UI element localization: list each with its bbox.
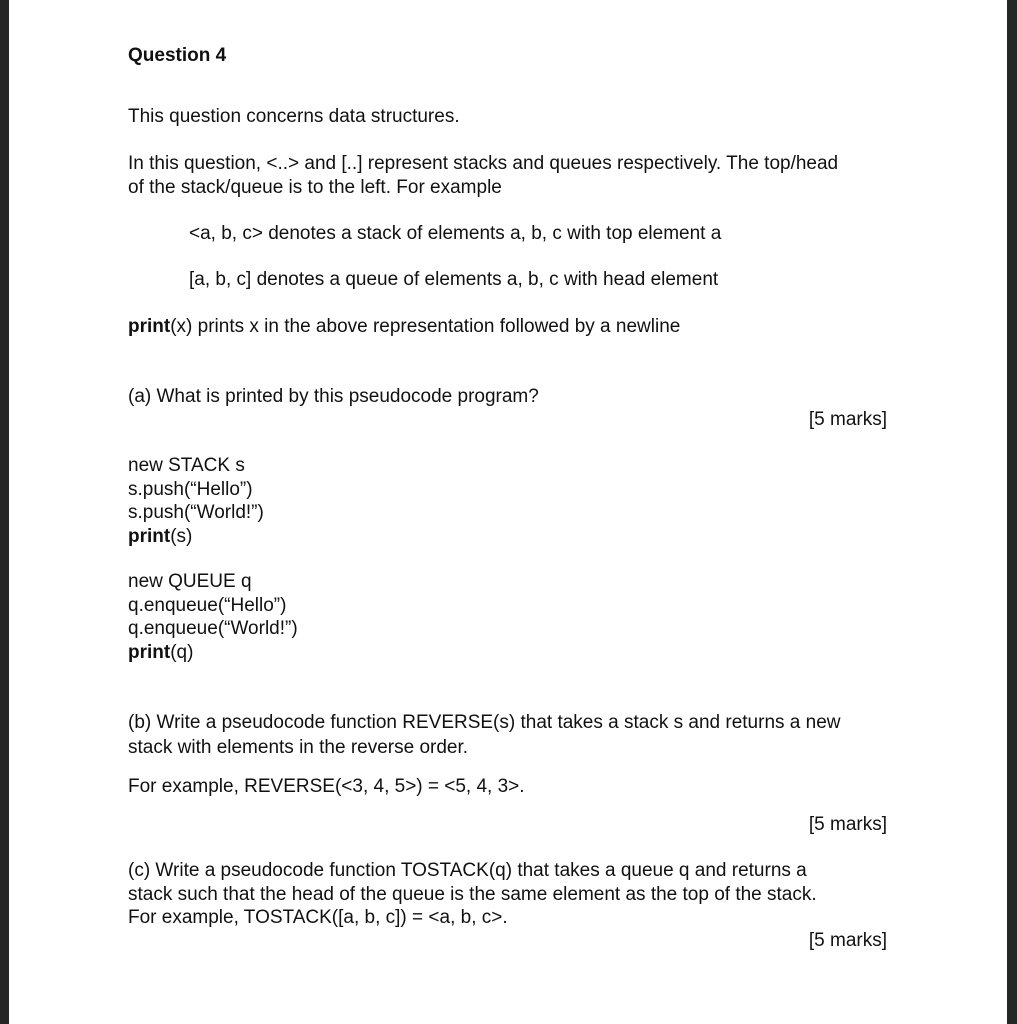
part-c-line-3: For example, TOSTACK([a, b, c]) = <a, b, c>. bbox=[128, 907, 508, 928]
question-title: Question 4 bbox=[128, 45, 227, 66]
code-line: s.push(“World!”) bbox=[128, 502, 264, 523]
definition-line-1: In this question, <..> and [..] represent stacks and queues respectively. The top/head bbox=[128, 153, 839, 174]
code-line: q.enqueue(“Hello”) bbox=[128, 594, 287, 616]
queue-code-block bbox=[128, 570, 298, 664]
print-keyword: print bbox=[128, 641, 171, 663]
part-c-line-1: (c) Write a pseudocode function TOSTACK(q) that takes a queue q and returns a bbox=[128, 860, 807, 881]
print-definition bbox=[128, 315, 680, 339]
definition-line-2: of the stack/queue is to the left. For example bbox=[128, 177, 502, 198]
example-stack: <a, b, c> denotes a stack of elements a, b, c with top element a bbox=[189, 223, 722, 244]
part-c-line-2: stack such that the head of the queue is the same element as the top of the stack. bbox=[128, 884, 817, 905]
part-b-line-2: stack with elements in the reverse order. bbox=[128, 737, 469, 758]
print-keyword: print bbox=[128, 525, 171, 547]
code-line: new QUEUE q bbox=[128, 571, 252, 592]
part-a-marks: [5 marks] bbox=[808, 409, 887, 430]
intro-text: This question concerns data structures. bbox=[128, 106, 460, 127]
print-description: (x) prints x in the above representation followed by a newline bbox=[170, 316, 681, 337]
part-b-marks: [5 marks] bbox=[808, 814, 887, 835]
code-line-print bbox=[128, 641, 298, 665]
stack-code-block bbox=[128, 454, 264, 548]
part-b-example: For example, REVERSE(<3, 4, 5>) = <5, 4, 3>. bbox=[128, 776, 525, 797]
print-keyword: print bbox=[128, 316, 171, 337]
document-page bbox=[9, 0, 1007, 1024]
example-queue: [a, b, c] denotes a queue of elements a, b, c with head element bbox=[189, 269, 719, 290]
print-argument: (s) bbox=[170, 525, 193, 547]
code-line-print bbox=[128, 525, 264, 549]
code-line: new STACK s bbox=[128, 455, 245, 476]
code-line: s.push(“Hello”) bbox=[128, 478, 253, 500]
print-argument: (q) bbox=[170, 641, 194, 663]
part-a-question: (a) What is printed by this pseudocode program? bbox=[128, 386, 539, 407]
code-line: q.enqueue(“World!”) bbox=[128, 618, 298, 639]
part-c-marks: [5 marks] bbox=[808, 930, 887, 951]
part-b-line-1: (b) Write a pseudocode function REVERSE(s) that takes a stack s and returns a new bbox=[128, 712, 841, 733]
